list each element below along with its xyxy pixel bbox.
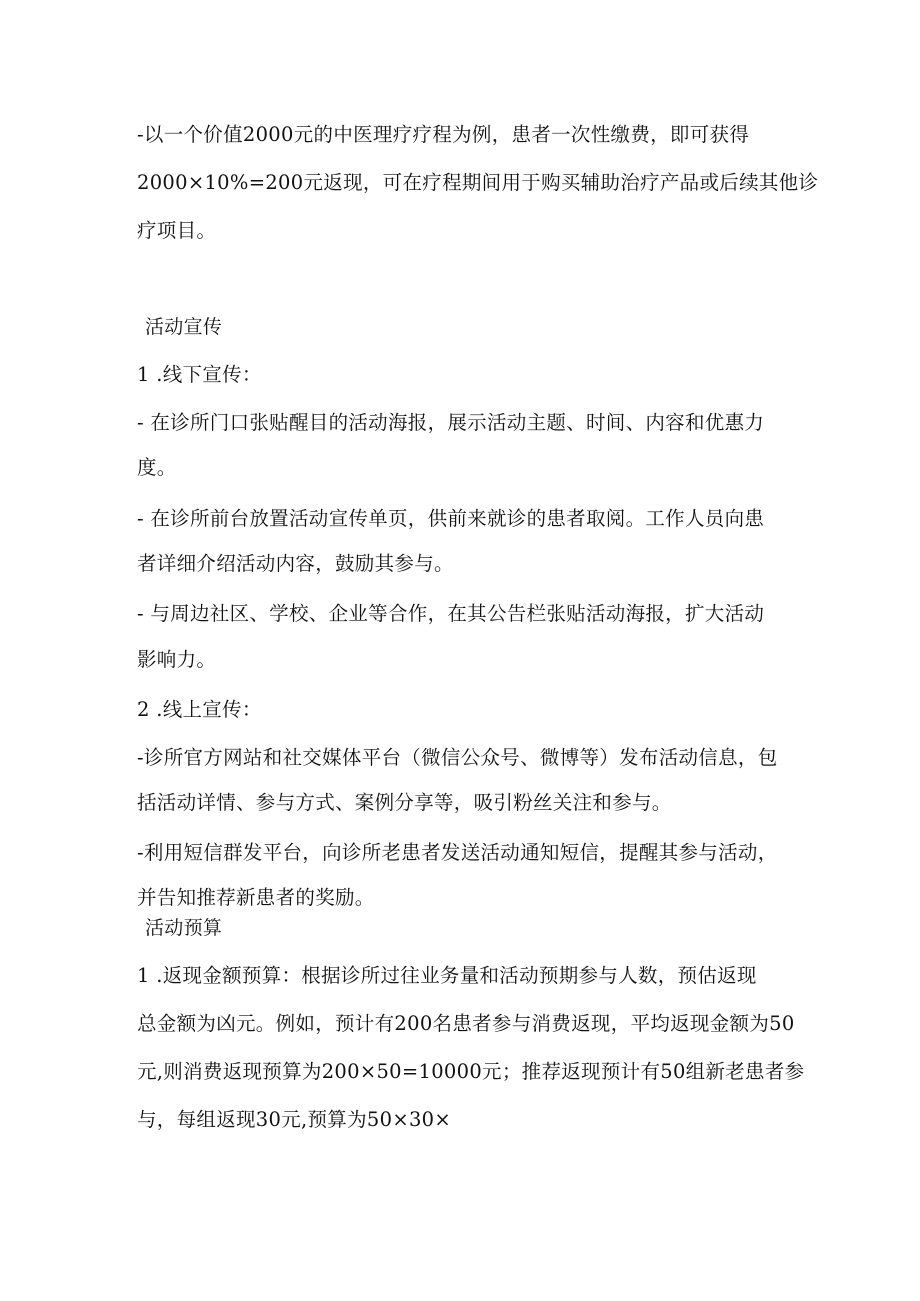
- offline-line-6: 影响力。: [137, 648, 217, 671]
- online-line-3: -利用短信群发平台，向诊所老患者发送活动通知短信，提醒其参与活动，: [137, 841, 778, 864]
- budget-line-1: 1 .返现金额预算：根据诊所过往业务量和活动预期参与人数，预估返现: [137, 964, 757, 987]
- budget-line-4: 与，每组返现30元,预算为50×30×: [137, 1108, 452, 1131]
- budget-heading: 活动预算: [145, 917, 223, 939]
- budget-line-2: 总金额为凶元。例如，预计有200名患者参与消费返现，平均返现金额为50: [137, 1012, 795, 1035]
- promotion-heading: 活动宣传: [145, 316, 223, 338]
- offline-line-3: - 在诊所前台放置活动宣传单页，供前来就诊的患者取阅。工作人员向患: [137, 507, 765, 530]
- online-line-2: 括活动详情、参与方式、案例分享等，吸引粉丝关注和参与。: [137, 791, 672, 814]
- example-line-3: 疗项目。: [137, 219, 217, 242]
- offline-promotion-title: 1 .线下宣传：: [137, 363, 262, 386]
- offline-line-2: 度。: [137, 456, 177, 479]
- online-line-4: 并告知推荐新患者的奖励。: [137, 886, 375, 909]
- offline-line-1: - 在诊所门口张贴醒目的活动海报，展示活动主题、时间、内容和优惠力: [137, 411, 765, 434]
- budget-line-3: 元,则消费返现预算为200×50=10000元；推荐返现预计有50组新老患者参: [137, 1060, 805, 1083]
- example-line-2: 2000×10%=200元返现，可在疗程期间用于购买辅助治疗产品或后续其他诊: [137, 171, 819, 194]
- online-promotion-title: 2 .线上宣传：: [137, 698, 262, 721]
- online-line-1: -诊所官方网站和社交媒体平台（微信公众号、微博等）发布活动信息，包: [137, 746, 778, 769]
- offline-line-5: - 与周边社区、学校、企业等合作，在其公告栏张贴活动海报，扩大活动: [137, 602, 765, 625]
- example-line-1: -以一个价值2000元的中医理疗疗程为例，患者一次性缴费，即可获得: [137, 123, 750, 146]
- offline-line-4: 者详细介绍活动内容，鼓励其参与。: [137, 552, 454, 575]
